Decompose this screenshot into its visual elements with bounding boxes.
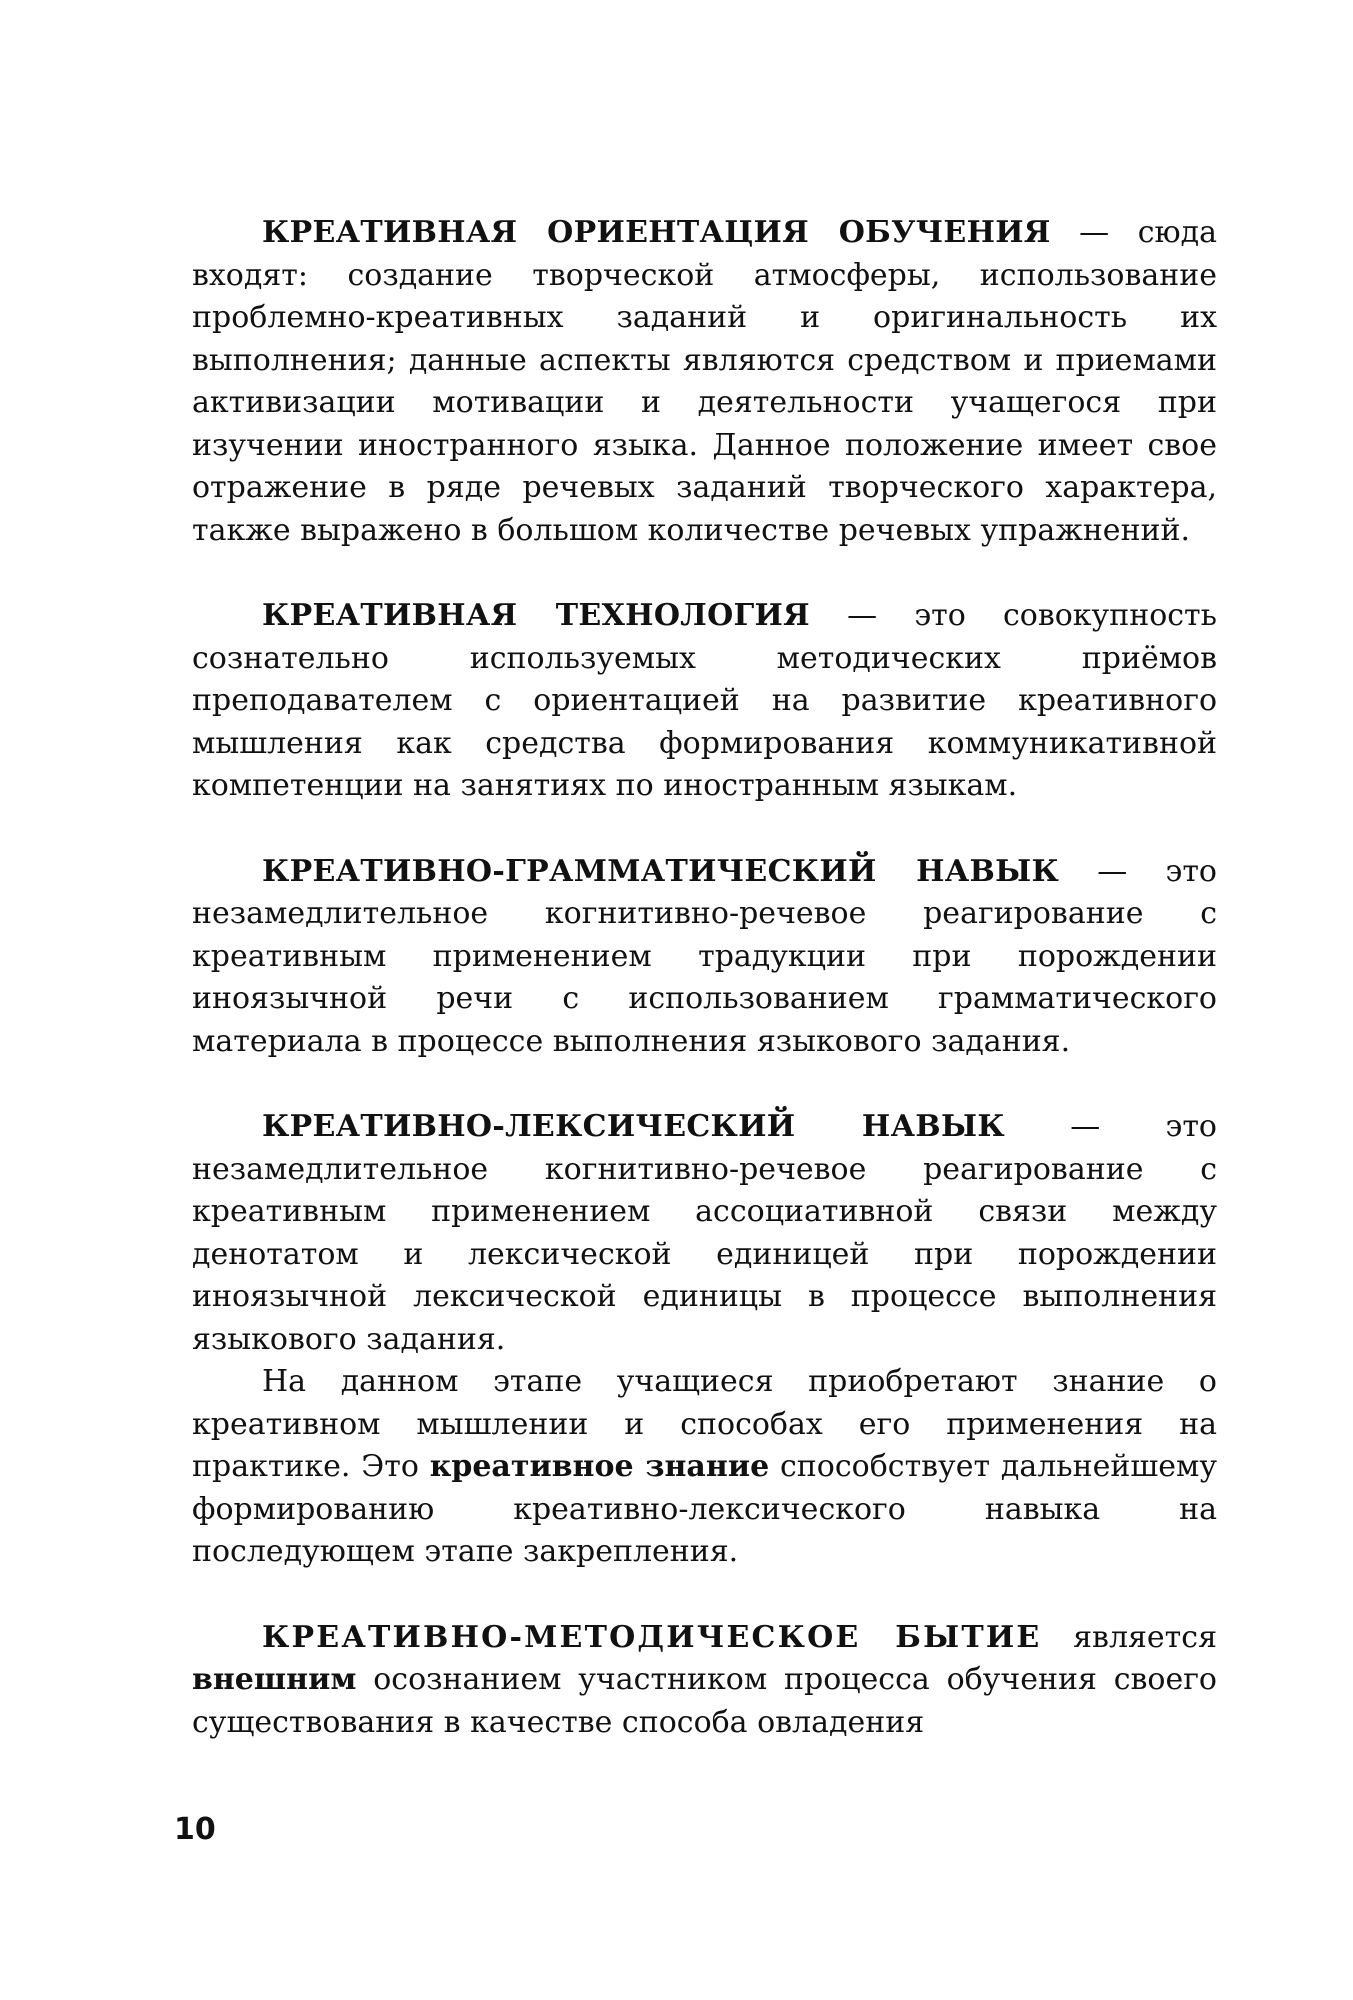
entry-term: КРЕАТИВНО-ГРАММАТИЧЕСКИЙ НАВЫК bbox=[262, 853, 1060, 889]
paragraph-text: способствует дальнейшему формированию креативно-лексического навыка на последующем этапе закрепления. bbox=[192, 1449, 1217, 1569]
glossary-entry-creative-grammatical-skill bbox=[192, 851, 1217, 1064]
entry-definition: — это совокупность сознательно используемых методических приёмов преподавателем с ориентацией на развитие креативного мышления как средства формирования коммуникативной компетенции на занятиях по иностранным языкам. bbox=[192, 598, 1217, 803]
emphasis-text: креативное знание bbox=[429, 1449, 770, 1484]
paragraph-text: На данном этапе учащиеся приобретают знание о креативном мышлении и способах его применения на практике. Это bbox=[192, 1364, 1217, 1484]
entry-term: КРЕАТИВНАЯ ТЕХНОЛОГИЯ bbox=[262, 598, 810, 633]
emphasis-text: внешним bbox=[192, 1662, 357, 1697]
entry-definition: — это незамедлительное когнитивно-речевое реагирование с креативным применением ассоциативной связи между денотатом и лексической единицей при порождении иноязычной лексической единицы в процессе выполнения языкового задания. bbox=[192, 1109, 1217, 1357]
entry-term: КРЕАТИВНО-МЕТОДИЧЕСКОЕ БЫТИЕ bbox=[262, 1619, 1042, 1655]
glossary-entry-creative-lexical-skill bbox=[192, 1106, 1217, 1361]
entry-term: КРЕАТИВНО-ЛЕКСИЧЕСКИЙ НАВЫК bbox=[262, 1109, 1005, 1144]
entry-definition: — это незамедлительное когнитивно-речевое реагирование с креативным применением традукции при порождении иноязычной речи с использованием грамматического материала в процессе выполнения языкового задания. bbox=[192, 853, 1217, 1059]
glossary-entry-creative-orientation bbox=[192, 212, 1217, 552]
page-number: 10 bbox=[174, 1812, 216, 1847]
entry-definition: является bbox=[1041, 1619, 1217, 1655]
entry-definition: осознанием участником процесса обучения своего существования в качестве способа овладения bbox=[192, 1662, 1217, 1740]
glossary-entry-creative-methodical-being bbox=[192, 1617, 1217, 1745]
entry-definition: — сюда входят: создание творческой атмосферы, использование проблемно-креативных заданий и оригинальность их выполнения; данные аспекты являются средством и приемами активизации мотивации и деятельности учащегося при изучении иностранного языка. Данное положение имеет свое отражение в ряде речевых заданий творческого характера, также выражено в большом количестве речевых упражнений. bbox=[192, 215, 1217, 548]
paragraph-creative-knowledge bbox=[192, 1361, 1217, 1574]
entry-term: КРЕАТИВНАЯ ОРИЕНТАЦИЯ ОБУЧЕНИЯ bbox=[262, 215, 1051, 250]
glossary-entry-creative-technology bbox=[192, 595, 1217, 808]
text-column bbox=[192, 212, 1217, 1744]
